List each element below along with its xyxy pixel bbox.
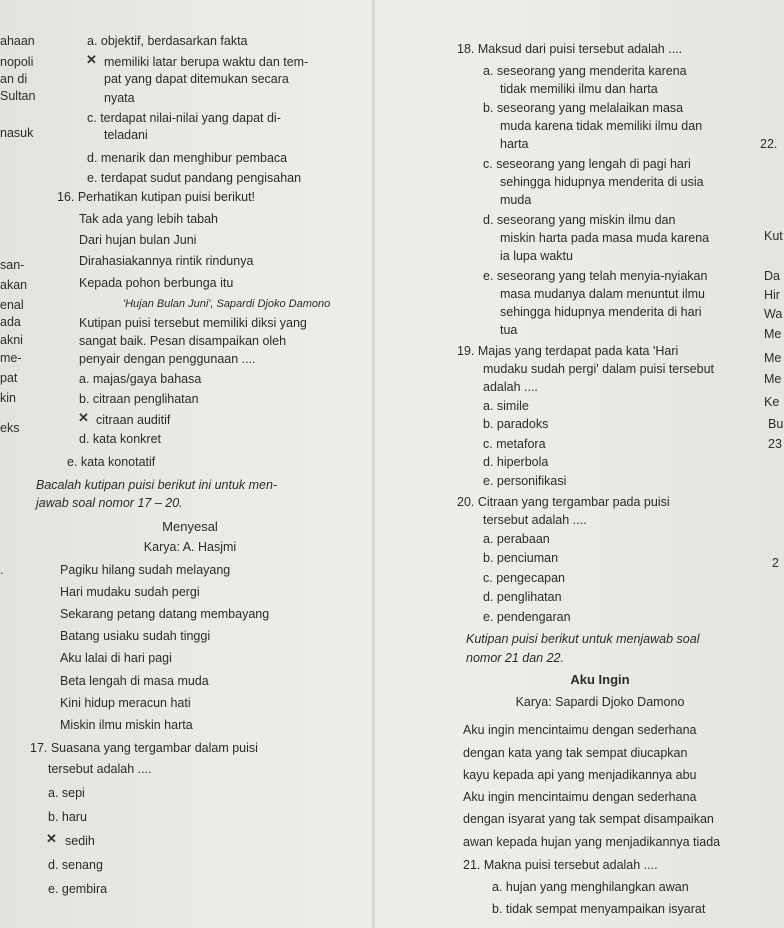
q20-option-c: c. pengecapan <box>483 571 566 585</box>
q18-option-b: harta <box>500 137 529 151</box>
q20-option-e: e. pendengaran <box>483 610 571 624</box>
poem-line: Aku ingin mencintaimu dengan sederhana <box>463 723 697 737</box>
poem-line: Tak ada yang lebih tabah <box>79 212 218 226</box>
margin-fragment: me- <box>0 351 22 365</box>
margin-fragment: Hir <box>764 288 780 302</box>
q17-stem: tersebut adalah .... <box>48 762 152 776</box>
margin-fragment: nopoli <box>0 55 34 69</box>
poem-line: Aku lalai di hari pagi <box>60 651 172 665</box>
margin-fragment: nasuk <box>0 126 34 140</box>
q18-option-c: muda <box>500 193 532 207</box>
margin-fragment: enal <box>0 298 24 312</box>
q19-option-d: d. hiperbola <box>483 455 549 469</box>
q16-option-d: d. kata konkret <box>79 432 161 446</box>
q16-option-a: a. majas/gaya bahasa <box>79 372 202 386</box>
poem-line: Sekarang petang datang membayang <box>60 607 270 621</box>
q16-question: sangat baik. Pesan disampaikan oleh <box>79 334 287 348</box>
q19-option-c: c. metafora <box>483 437 546 451</box>
poem-line: Miskin ilmu miskin harta <box>60 718 193 732</box>
instruction: nomor 21 dan 22. <box>466 651 564 665</box>
poem-line: dengan kata yang tak sempat diucapkan <box>463 746 688 760</box>
q15-option-e: e. terdapat sudut pandang pengisahan <box>87 171 302 185</box>
q20-option-d: d. penglihatan <box>483 590 562 604</box>
page-fold <box>372 0 375 928</box>
q16-stem: 16. Perhatikan kutipan puisi berikut! <box>57 190 256 204</box>
q19-stem: adalah .... <box>483 380 538 394</box>
q15-option-c: teladani <box>104 128 148 142</box>
margin-fragment: ada <box>0 315 21 329</box>
margin-fragment: Me <box>764 327 782 341</box>
margin-fragment: Bu <box>768 417 784 431</box>
q18-option-d: d. seseorang yang miskin ilmu dan <box>483 213 676 227</box>
q18-option-e: sehingga hidupnya menderita di hari <box>500 305 702 319</box>
poem-line: Beta lengah di masa muda <box>60 674 209 688</box>
q16-option-c: citraan auditif <box>96 413 171 427</box>
margin-fragment: san- <box>0 258 25 272</box>
q17-option-c: sedih <box>65 834 95 848</box>
q19-option-e: e. personifikasi <box>483 474 567 488</box>
q19-stem: mudaku sudah pergi' dalam puisi tersebut <box>483 362 714 376</box>
q16-option-e: e. kata konotatif <box>67 455 156 469</box>
margin-fragment: ahaan <box>0 34 35 48</box>
q16-question: penyair dengan penggunaan .... <box>79 352 256 366</box>
q18-option-b: muda karena tidak memiliki ilmu dan <box>500 119 703 133</box>
poem-line: Hari mudaku sudah pergi <box>60 585 200 599</box>
q18-option-d: ia lupa waktu <box>500 249 573 263</box>
q15-option-b: memiliki latar berupa waktu dan tem- <box>104 55 309 69</box>
q18-option-d: miskin harta pada masa muda karena <box>500 231 710 245</box>
q17-stem: 17. Suasana yang tergambar dalam puisi <box>30 741 258 755</box>
q18-option-a: tidak memiliki ilmu dan harta <box>500 82 658 96</box>
q20-stem: tersebut adalah .... <box>483 513 587 527</box>
poem-title: Aku Ingin <box>570 672 630 687</box>
instruction: Bacalah kutipan puisi berikut ini untuk men- <box>36 478 278 492</box>
margin-fragment: Wa <box>764 307 783 321</box>
poem-source: 'Hujan Bulan Juni', Sapardi Djoko Damono <box>123 298 331 310</box>
q19-option-a: a. simile <box>483 399 529 413</box>
q17-option-e: e. gembira <box>48 882 108 896</box>
poem-line: dengan isyarat yang tak sempat disampaikan <box>463 812 714 826</box>
q18-option-e: tua <box>500 323 518 337</box>
instruction: Kutipan puisi berikut untuk menjawab soal <box>466 632 700 646</box>
margin-fragment: Kut <box>764 229 783 243</box>
poem-line: Kepada pohon berbunga itu <box>79 276 234 290</box>
poem-line: kayu kepada api yang menjadikannya abu <box>463 768 697 782</box>
q15-option-b: nyata <box>104 91 135 105</box>
margin-fragment: 2 <box>772 556 779 570</box>
margin-fragment: Da <box>764 269 780 283</box>
instruction: jawab soal nomor 17 – 20. <box>36 496 183 510</box>
margin-fragment: akan <box>0 278 28 292</box>
poem-line: Kini hidup meracun hati <box>60 696 191 710</box>
answer-mark-icon: ✕ <box>46 831 57 846</box>
q21-option-a: a. hujan yang menghilangkan awan <box>492 880 689 894</box>
margin-fragment: an di <box>0 72 28 86</box>
q19-stem: 19. Majas yang terdapat pada kata 'Hari <box>457 344 679 358</box>
margin-fragment: Sultan <box>0 89 36 103</box>
poem-title: Menyesal <box>162 519 218 534</box>
q17-option-d: d. senang <box>48 858 103 872</box>
poem-line: Batang usiaku sudah tinggi <box>60 629 211 643</box>
margin-fragment: akni <box>0 333 23 347</box>
q15-option-d: d. menarik dan menghibur pembaca <box>87 151 288 165</box>
poem-line: Dari hujan bulan Juni <box>79 233 197 247</box>
q18-option-c: c. seseorang yang lengah di pagi hari <box>483 157 691 171</box>
q17-option-a: a. sepi <box>48 786 85 800</box>
q17-option-b: b. haru <box>48 810 87 824</box>
margin-fragment: Me <box>764 351 782 365</box>
q20-option-b: b. penciuman <box>483 551 559 565</box>
margin-fragment: 23 <box>768 437 782 451</box>
q20-stem: 20. Citraan yang tergambar pada puisi <box>457 495 670 509</box>
q16-question: Kutipan puisi tersebut memiliki diksi yang <box>79 316 307 330</box>
margin-fragment: pat <box>0 371 18 385</box>
poem-author: Karya: A. Hasjmi <box>143 540 237 554</box>
q19-option-b: b. paradoks <box>483 417 549 431</box>
poem-author: Karya: Sapardi Djoko Damono <box>515 695 685 709</box>
poem-line: awan kepada hujan yang menjadikannya tiada <box>463 835 721 849</box>
q18-option-c: sehingga hidupnya menderita di usia <box>500 175 704 189</box>
q18-stem: 18. Maksud dari puisi tersebut adalah .... <box>457 42 683 56</box>
margin-fragment: Me <box>764 372 782 386</box>
margin-fragment: . <box>0 563 4 577</box>
answer-mark-icon: ✕ <box>78 410 89 425</box>
margin-fragment: eks <box>0 421 20 435</box>
q21-option-b: b. tidak sempat menyampaikan isyarat <box>492 902 706 916</box>
q15-option-a: a. objektif, berdasarkan fakta <box>87 34 248 48</box>
margin-fragment: Ke <box>764 395 780 409</box>
answer-mark-icon: ✕ <box>86 52 97 67</box>
margin-fragment: 22. <box>760 137 778 151</box>
q21-stem: 21. Makna puisi tersebut adalah .... <box>463 858 658 872</box>
poem-line: Pagiku hilang sudah melayang <box>60 563 231 577</box>
q16-option-b: b. citraan penglihatan <box>79 392 199 406</box>
poem-line: Dirahasiakannya rintik rindunya <box>79 254 254 268</box>
q18-option-e: masa mudanya dalam menuntut ilmu <box>500 287 705 301</box>
poem-line: Aku ingin mencintaimu dengan sederhana <box>463 790 697 804</box>
q18-option-a: a. seseorang yang menderita karena <box>483 64 687 78</box>
q18-option-b: b. seseorang yang melalaikan masa <box>483 101 684 115</box>
margin-fragment: kin <box>0 391 16 405</box>
q18-option-e: e. seseorang yang telah menyia-nyiakan <box>483 269 708 283</box>
q15-option-b: pat yang dapat ditemukan secara <box>104 72 289 86</box>
q15-option-c: c. terdapat nilai-nilai yang dapat di- <box>87 111 281 125</box>
q20-option-a: a. perabaan <box>483 532 550 546</box>
